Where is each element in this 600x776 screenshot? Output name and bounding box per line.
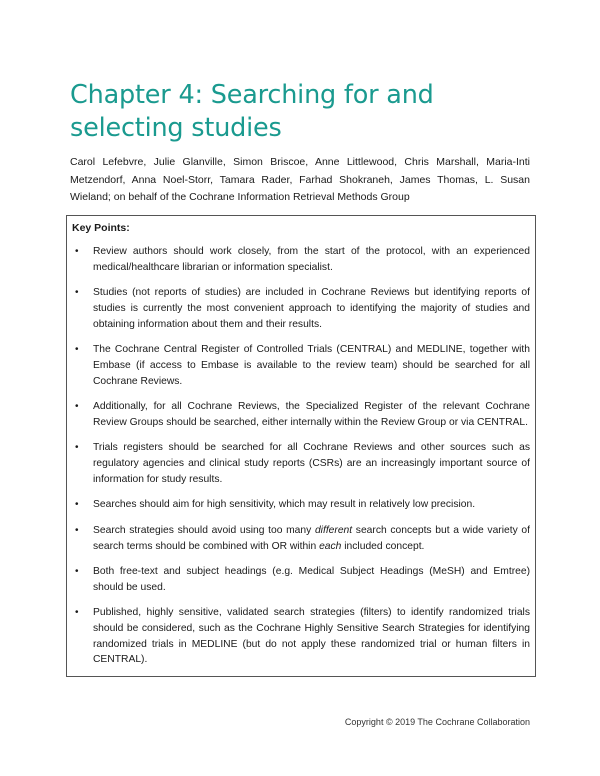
key-point-text-part: Search strategies should avoid using too many — [93, 524, 315, 536]
bullet-icon: • — [75, 607, 79, 619]
chapter-title — [70, 79, 540, 145]
key-point-emphasis: different — [314, 524, 353, 536]
key-point-text: The Cochrane Central Register of Controlled Trials (CENTRAL) and MEDLINE, together with Embase (if access to Embase is available to the review team) should be searched for all Cochrane Reviews. — [93, 344, 530, 387]
bullet-icon: • — [75, 401, 79, 413]
bullet-icon: • — [75, 499, 79, 511]
author-list: Carol Lefebvre, Julie Glanville, Simon Briscoe, Anne Littlewood, Chris Marshall, Maria-Inti Metzendorf, Anna Noel-Storr, Tamara Rader, Farhad Shokraneh, James Thomas, L. Susan Wieland; on behalf of the Cochrane Information Retrieval Methods Group — [70, 156, 530, 203]
key-point-text — [93, 525, 530, 552]
copyright-footer: Copyright © 2019 The Cochrane Collaboration — [344, 717, 530, 727]
bullet-icon: • — [75, 287, 79, 299]
bullet-icon: • — [75, 524, 79, 536]
bullet-icon: • — [75, 246, 79, 257]
key-point-6 — [72, 497, 530, 513]
key-point-text: Searches should aim for high sensitivity, which may result in relatively low precision. — [93, 499, 476, 511]
key-point-3 — [72, 342, 530, 389]
key-point-text: Studies (not reports of studies) are included in Cochrane Reviews but identifying reports of studies is currently the most convenient approach to identifying the majority of studies and obtaining information about them and their results. — [93, 287, 530, 330]
key-point-text: Trials registers should be searched for all Cochrane Reviews and other sources such as regulatory agencies and clinical study reports (CSRs) are an increasingly important source of information for study results. — [93, 442, 530, 485]
chapter-title-line-2: selecting studies — [70, 113, 282, 143]
bullet-icon: • — [75, 442, 79, 454]
key-point-text: Additionally, for all Cochrane Reviews, the Specialized Register of the relevant Cochrane Review Groups should be searched, either internally within the Review Group or via CENTRAL. — [93, 401, 530, 428]
key-point-text-part: included concept. — [341, 540, 425, 552]
key-point-emphasis: each — [319, 540, 342, 552]
key-point-7 — [72, 523, 530, 555]
bullet-icon: • — [75, 565, 79, 577]
key-point-text: Both free-text and subject headings (e.g. Medical Subject Headings (MeSH) and Emtree) should be used. — [93, 565, 530, 593]
key-point-9 — [72, 605, 530, 668]
key-point-text: Review authors should work closely, from the start of the protocol, with an experienced medical/healthcare librarian or information specialist. — [93, 246, 530, 273]
key-points-list — [72, 244, 530, 668]
key-points-title: Key Points: — [72, 222, 130, 234]
key-point-text: Published, highly sensitive, validated search strategies (filters) to identify randomized trials should be considered, such as the Cochrane Highly Sensitive Search Strategies for identifying randomized trials in MEDLINE (but do not apply these randomized trial or human filters in CENTRAL). — [93, 607, 530, 666]
key-point-8 — [72, 564, 530, 596]
key-point-2 — [72, 285, 530, 332]
key-point-5 — [72, 440, 530, 487]
bullet-icon: • — [75, 344, 79, 356]
key-point-4 — [72, 399, 530, 431]
key-points-box — [66, 215, 536, 677]
key-point-1 — [72, 244, 530, 276]
key-point-text-part: search concepts but a wide variety of search terms should be combined with OR within — [93, 524, 530, 552]
chapter-title-line-1: Chapter 4: Searching for and — [70, 80, 434, 110]
